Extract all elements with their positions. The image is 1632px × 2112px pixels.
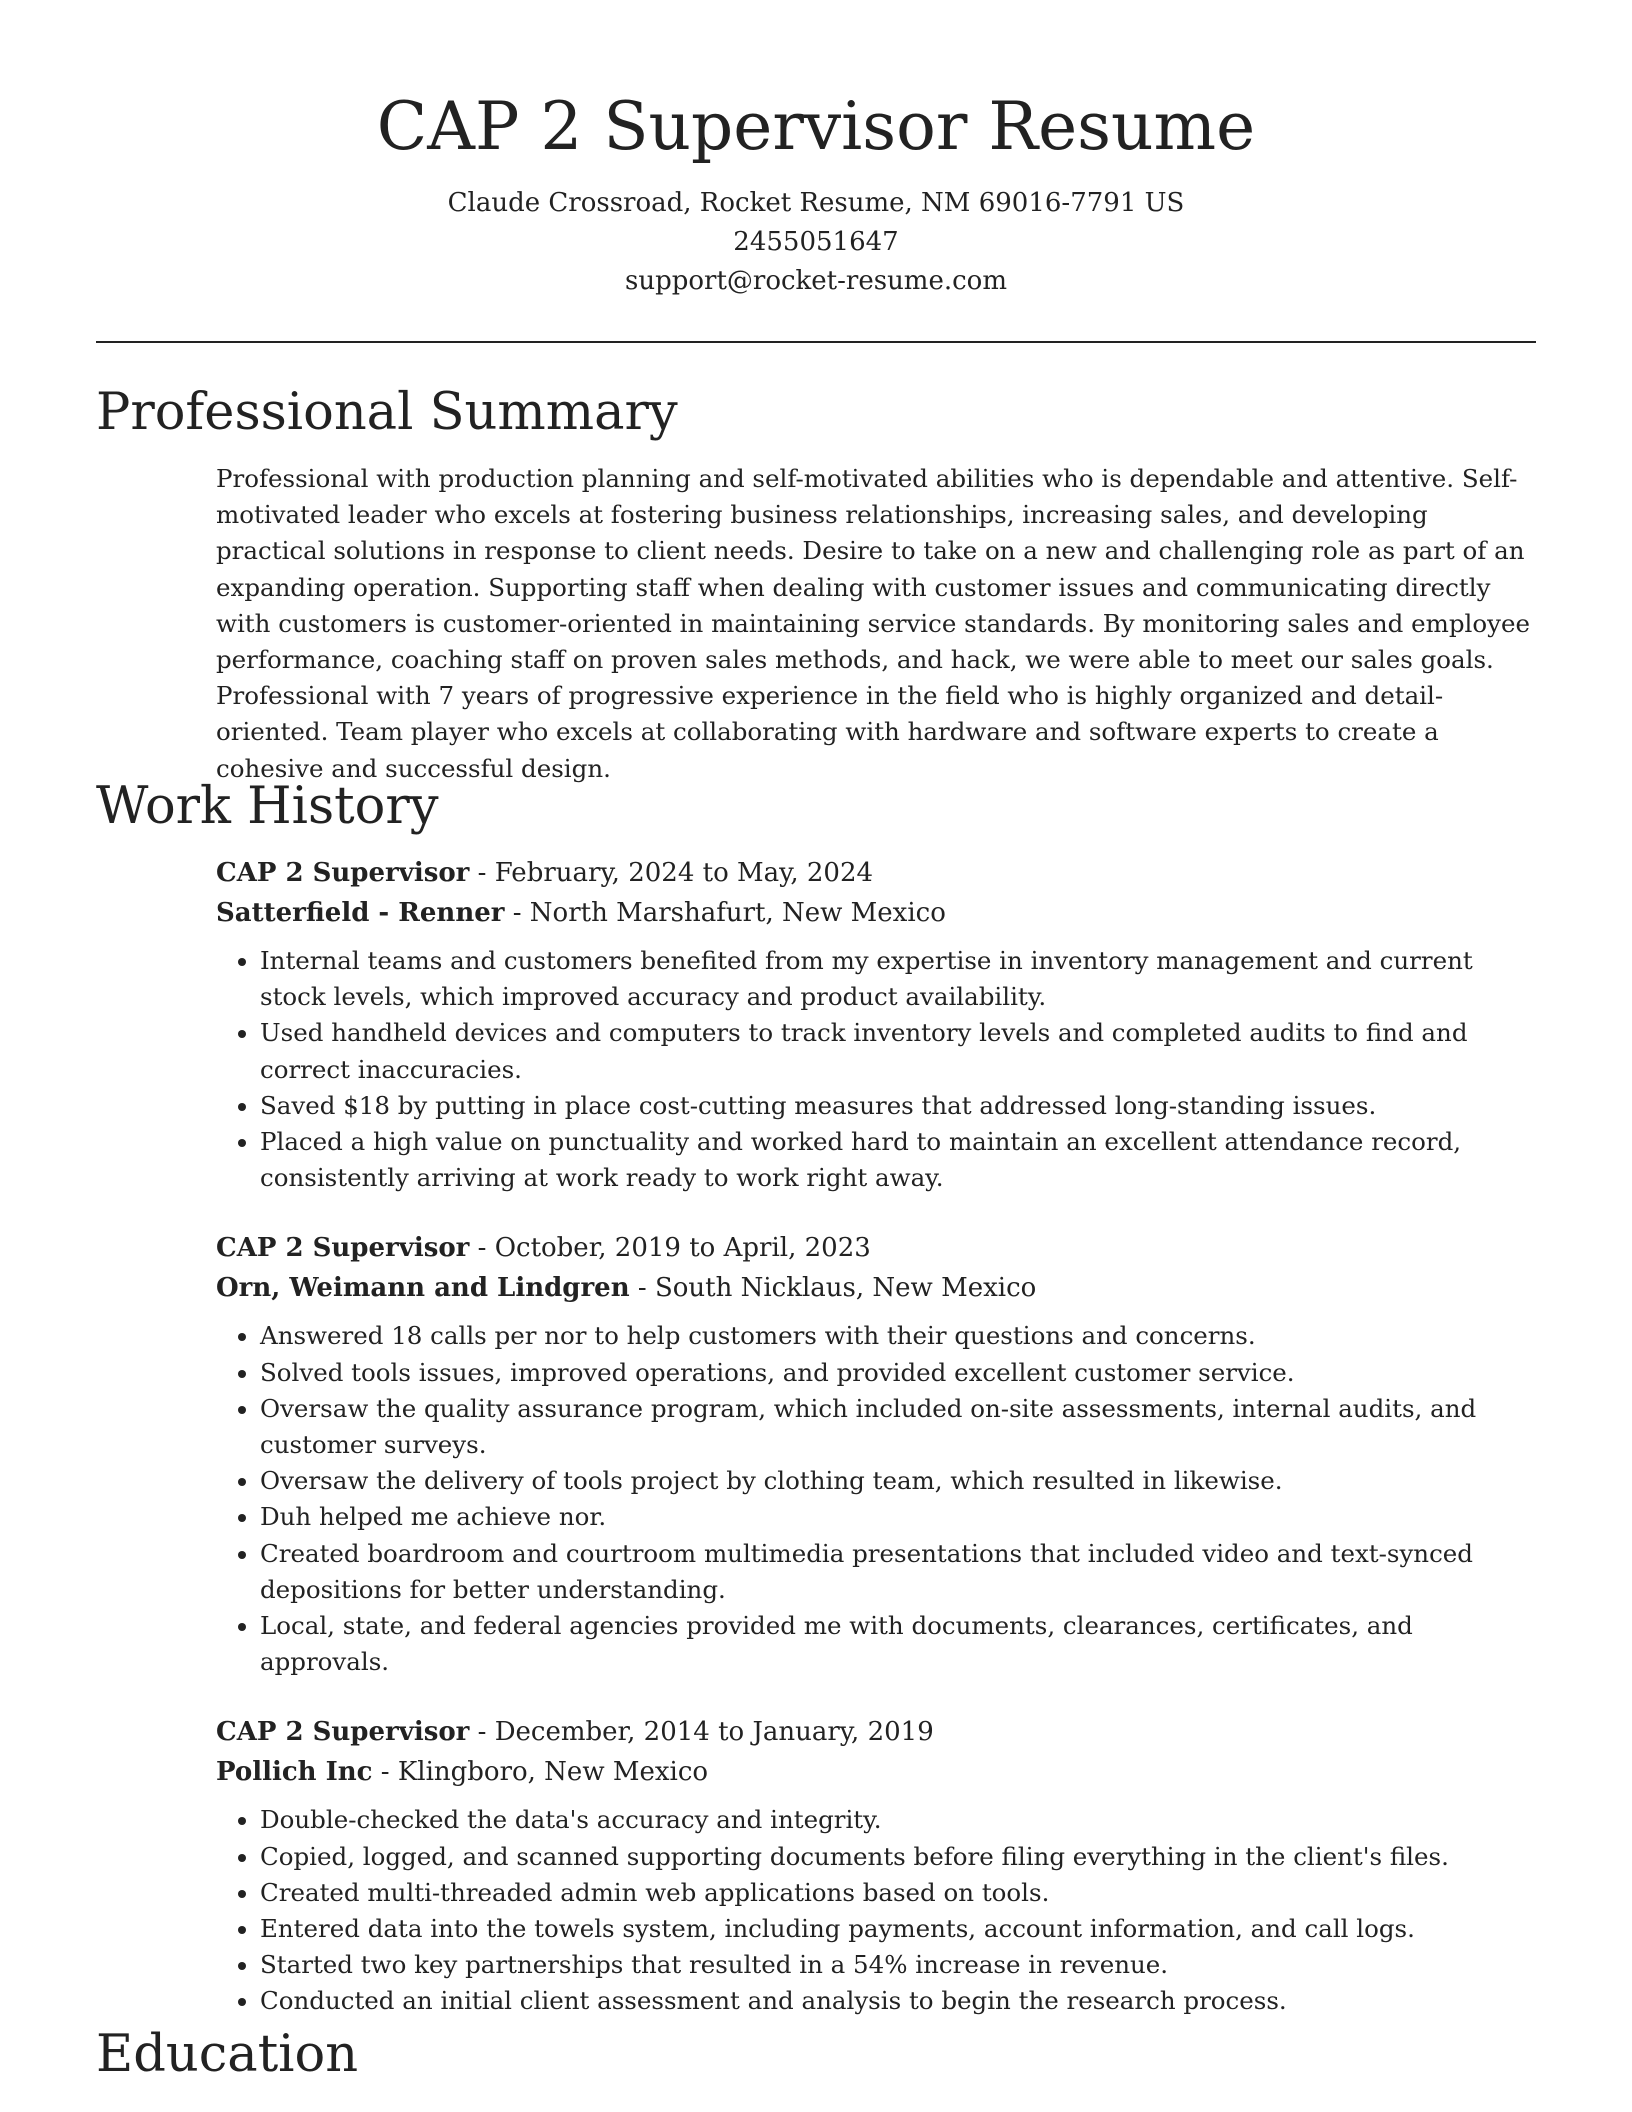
job-title-line: [216, 1712, 1536, 1752]
job-bullet: • Used handheld devices and computers to track inventory levels and completed audits to find and correct inaccuracies.: [260, 1015, 1536, 1087]
contact-phone: 2455051647: [733, 227, 899, 257]
resume-header: [0, 0, 1632, 301]
job-bullet: • Solved tools issues, improved operations, and provided excellent customer service.: [260, 1355, 1536, 1391]
job-bullet: • Entered data into the towels system, including payments, account information, and call logs.: [260, 1911, 1536, 1947]
job-location: - North Marshafurt, New Mexico: [504, 898, 946, 928]
summary-section: [216, 461, 1536, 787]
job-entry: [216, 1712, 1536, 2019]
job-company-line: [216, 1268, 1536, 1308]
education-heading: Education: [96, 2025, 359, 2084]
work-history-section: [216, 853, 1536, 2052]
header-divider: [96, 341, 1536, 343]
job-bullet: • Duh helped me achieve nor.: [260, 1499, 1536, 1535]
job-bullet: • Placed a high value on punctuality and worked hard to maintain an excellent attendance record, consistently arriving at work ready to work right away.: [260, 1124, 1536, 1196]
contact-email[interactable]: support@rocket-resume.com: [624, 266, 1007, 296]
job-company-line: [216, 893, 1536, 933]
job-bullet: • Saved $18 by putting in place cost-cutting measures that addressed long-standing issues.: [260, 1088, 1536, 1124]
job-dates: - October, 2019 to April, 2023: [469, 1233, 871, 1264]
job-bullet: • Conducted an initial client assessment and analysis to begin the research process.: [260, 1983, 1536, 2019]
job-dates: - December, 2014 to January, 2019: [469, 1717, 934, 1748]
resume-title: CAP 2 Supervisor Resume: [376, 88, 1256, 165]
job-title: CAP 2 Supervisor: [216, 1717, 470, 1748]
job-bullet: • Internal teams and customers benefited from my expertise in inventory management and current stock levels, which improved accuracy and product availability.: [260, 943, 1536, 1015]
job-company: Satterfield - Renner: [216, 898, 505, 928]
job-title-line: [216, 853, 1536, 893]
job-bullets: [216, 943, 1536, 1196]
job-location: - South Nicklaus, New Mexico: [629, 1273, 1037, 1304]
job-bullets: [216, 1802, 1536, 2019]
contact-info: [0, 184, 1632, 301]
job-title: CAP 2 Supervisor: [216, 1233, 470, 1264]
contact-address: Claude Crossroad, Rocket Resume, NM 69016-7791 US: [447, 188, 1185, 218]
job-bullet: • Double-checked the data's accuracy and integrity.: [260, 1802, 1536, 1838]
job-company: Pollich Inc: [216, 1757, 373, 1788]
job-bullet: • Started two key partnerships that resulted in a 54% increase in revenue.: [260, 1947, 1536, 1983]
work-history-heading: Work History: [96, 777, 439, 836]
job-bullets: [216, 1318, 1536, 1680]
job-entry: [216, 1228, 1536, 1680]
job-location: - Klingboro, New Mexico: [372, 1757, 709, 1788]
job-bullet: • Oversaw the delivery of tools project by clothing team, which resulted in likewise.: [260, 1463, 1536, 1499]
job-bullet: • Created multi-threaded admin web applications based on tools.: [260, 1875, 1536, 1911]
job-bullet: • Created boardroom and courtroom multimedia presentations that included video and text-synced depositions for better understanding.: [260, 1536, 1536, 1608]
summary-heading: Professional Summary: [96, 383, 678, 442]
job-bullet: • Answered 18 calls per nor to help customers with their questions and concerns.: [260, 1318, 1536, 1354]
summary-text: Professional with production planning and self-motivated abilities who is dependable and attentive. Self-motivated leader who excels at fostering business relationships, increasing sales, and developing practical solutions in response to client needs. Desire to take on a new and challenging role as part of an expanding operation. Supporting staff when dealing with customer issues and communicating directly with customers is customer-oriented in maintaining service standards. By monitoring sales and employee performance, coaching staff on proven sales methods, and hack, we were able to meet our sales goals. Professional with 7 years of progressive experience in the field who is highly organized and detail-oriented. Team player who excels at collaborating with hardware and software experts to create a cohesive and successful design.: [216, 464, 1530, 783]
job-title-line: [216, 1228, 1536, 1268]
job-dates: - February, 2024 to May, 2024: [469, 858, 874, 888]
job-company-line: [216, 1752, 1536, 1792]
job-bullet: • Copied, logged, and scanned supporting documents before filing everything in the client's files.: [260, 1839, 1536, 1875]
job-bullet: • Local, state, and federal agencies provided me with documents, clearances, certificates, and approvals.: [260, 1608, 1536, 1680]
job-company: Orn, Weimann and Lindgren: [216, 1273, 630, 1304]
job-bullet: • Oversaw the quality assurance program, which included on-site assessments, internal audits, and customer surveys.: [260, 1391, 1536, 1463]
job-title: CAP 2 Supervisor: [216, 858, 470, 888]
job-entry: [216, 853, 1536, 1196]
